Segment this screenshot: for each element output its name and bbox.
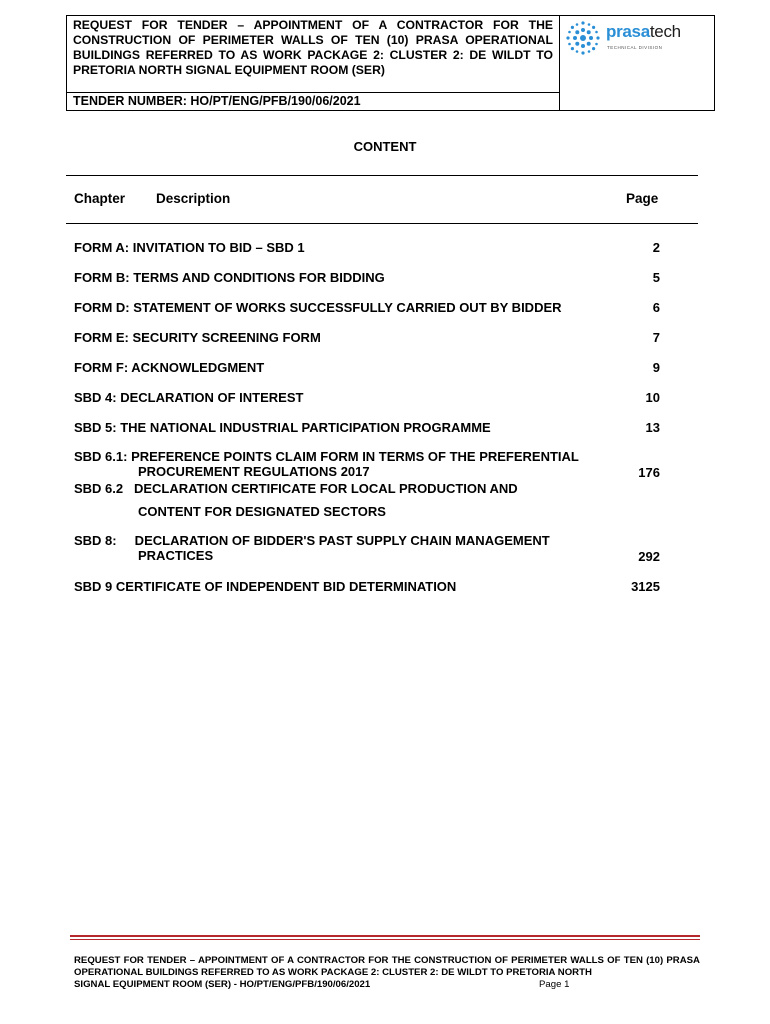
toc-page: 3125 <box>631 579 660 594</box>
footer-line2: SIGNAL EQUIPMENT ROOM (SER) - HO/PT/ENG/PFB/190/06/2021 <box>74 979 371 990</box>
toc-title: SBD 9 CERTIFICATE OF INDEPENDENT BID DETERMINATION <box>74 579 457 594</box>
toc-title-line2: PROCUREMENT REGULATIONS 2017 <box>138 464 370 479</box>
toc-page: 6 <box>652 300 660 315</box>
toc-entry <box>74 390 660 405</box>
footer-page-number: Page 1 <box>539 979 570 990</box>
column-page: Page <box>626 191 659 206</box>
toc-title-line2: PRACTICES <box>138 548 214 563</box>
divider-header <box>66 223 698 224</box>
page-footer <box>74 955 700 991</box>
toc-title-line1: SBD 6.2 DECLARATION CERTIFICATE FOR LOCAL PRODUCTION AND <box>74 481 518 496</box>
prasa-tech-logo <box>561 16 715 56</box>
toc-title: SBD 5: THE NATIONAL INDUSTRIAL PARTICIPATION PROGRAMME <box>74 420 491 435</box>
prasa-logo-icon <box>565 20 601 56</box>
footer-line1: REQUEST FOR TENDER – APPOINTMENT OF A CONTRACTOR FOR THE CONSTRUCTION OF PERIMETER WALLS OF TEN (10) PRASA OPERATIONAL BUILDINGS REFERRED TO AS WORK PACKAGE 2: CLUSTER 2: DE WILDT TO PRETORIA NORTH <box>74 955 700 978</box>
toc-entry <box>74 360 660 375</box>
toc-page: 7 <box>652 330 660 345</box>
logo-tagline: TECHNICAL DIVISION <box>607 45 663 50</box>
toc-page: 176 <box>638 465 660 480</box>
toc-entry <box>74 481 660 519</box>
toc-page: 292 <box>638 549 660 564</box>
toc-title: SBD 4: DECLARATION OF INTEREST <box>74 390 304 405</box>
toc-title-line1: SBD 6.1: PREFERENCE POINTS CLAIM FORM IN TERMS OF THE PREFERENTIAL <box>74 449 579 464</box>
toc-page: 2 <box>652 240 660 255</box>
column-description: Description <box>156 191 231 206</box>
toc-entry <box>74 449 634 479</box>
column-chapter: Chapter <box>74 191 126 206</box>
toc-entry <box>74 270 660 285</box>
toc-title: FORM E: SECURITY SCREENING FORM <box>74 330 321 345</box>
toc-title: FORM F: ACKNOWLEDGMENT <box>74 360 265 375</box>
header-title: REQUEST FOR TENDER – APPOINTMENT OF A CONTRACTOR FOR THE CONSTRUCTION OF PERIMETER WALLS OF TEN (10) PRASA OPERATIONAL BUILDINGS REFERRED TO AS WORK PACKAGE 2: CLUSTER 2: DE WILDT TO PRETORIA NORTH SIGNAL EQUIPMENT ROOM (SER) <box>67 16 560 93</box>
tender-number: TENDER NUMBER: HO/PT/ENG/PFB/190/06/2021 <box>67 93 560 110</box>
toc-page: 5 <box>652 270 660 285</box>
toc-title: FORM A: INVITATION TO BID – SBD 1 <box>74 240 305 255</box>
logo-wordmark: prasatech <box>606 22 681 41</box>
footer-rule <box>70 935 700 937</box>
toc-title-line2: CONTENT FOR DESIGNATED SECTORS <box>138 504 386 519</box>
toc-page: 9 <box>652 360 660 375</box>
footer-rule-thin <box>70 939 700 940</box>
toc-page: 13 <box>645 420 660 435</box>
toc-title-line1: SBD 8: DECLARATION OF BIDDER'S PAST SUPPLY CHAIN MANAGEMENT <box>74 533 550 548</box>
toc-page: 10 <box>645 390 660 405</box>
footer-line2-row <box>74 979 700 991</box>
toc-entry <box>74 330 660 345</box>
toc-entry <box>74 579 660 594</box>
toc-entry <box>74 300 660 315</box>
toc-entry <box>74 240 660 255</box>
toc-title: FORM D: STATEMENT OF WORKS SUCCESSFULLY CARRIED OUT BY BIDDER <box>74 300 562 315</box>
toc-entry <box>74 533 660 563</box>
divider-top <box>66 175 698 176</box>
toc-entry <box>74 420 660 435</box>
content-heading: CONTENT <box>353 139 417 154</box>
toc-title: FORM B: TERMS AND CONDITIONS FOR BIDDING <box>74 270 385 285</box>
document-header <box>66 15 715 111</box>
